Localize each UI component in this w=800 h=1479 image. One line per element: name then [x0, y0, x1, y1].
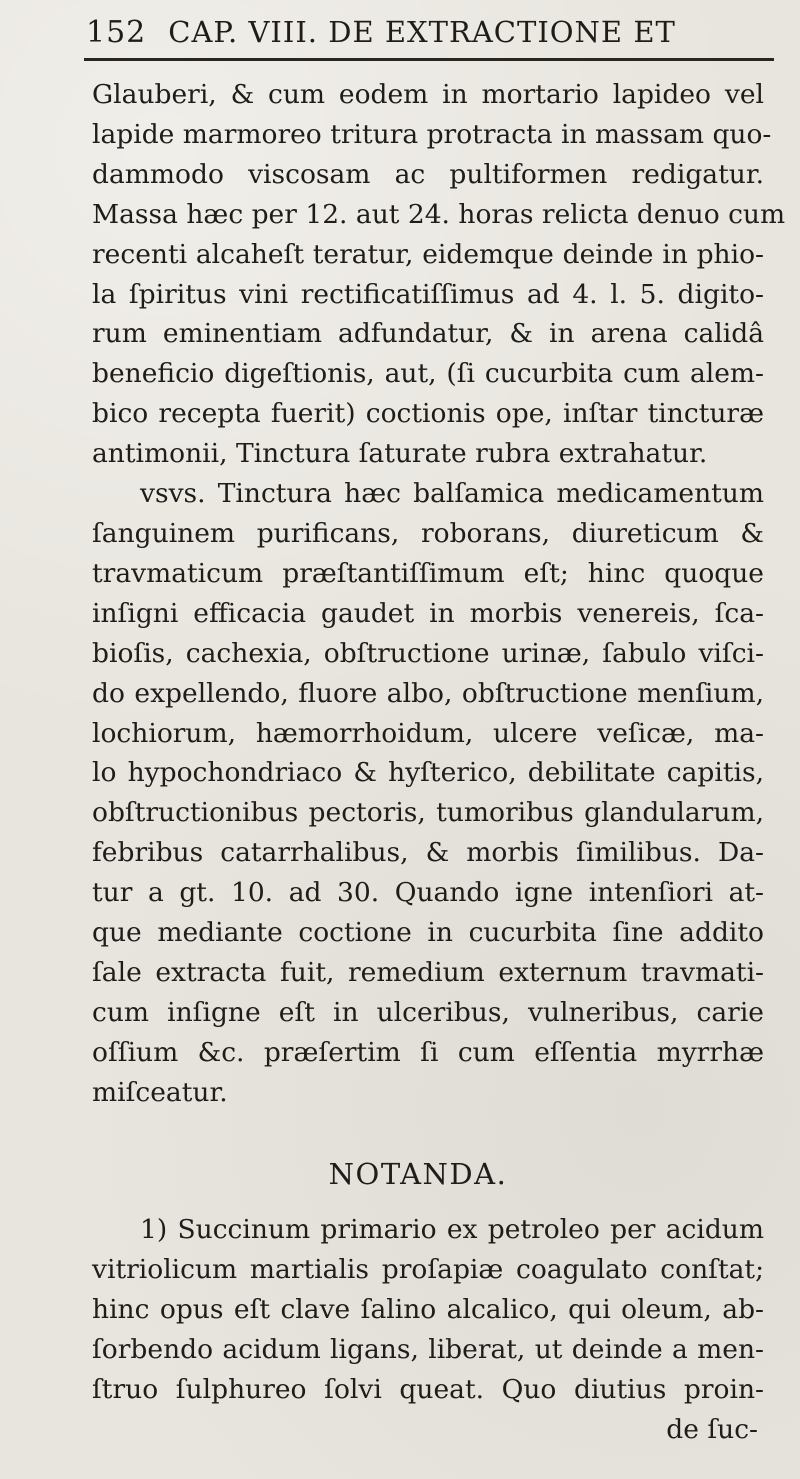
text-line: vsvs. Tinctura hæc balſamica medicamentum: [140, 478, 764, 510]
text-line: bico recepta fuerit) coctionis ope, inſtar tincturæ: [92, 398, 764, 430]
text-line: beneficio digeſtionis, aut, (ſi cucurbita cum alem-: [92, 358, 764, 390]
note-line: ſorbendo acidum ligans, liberat, ut deinde a men-: [92, 1334, 764, 1366]
text-line: cum inſigne eſt in ulceribus, vulneribus, carie: [92, 996, 764, 1028]
notes-section: [92, 1210, 764, 1449]
text-line: do expellendo, fluore albo, obſtructione menſium,: [92, 677, 764, 709]
page-number: 152: [86, 15, 147, 50]
text-line: bioſis, cachexia, obſtructione urinæ, ſabulo viſci-: [92, 637, 764, 669]
main-text: [92, 75, 786, 1450]
text-line: oſſium &c. præſertim ſi cum eſſentia myrrhæ: [92, 1036, 764, 1068]
text-line: ſanguinem purificans, roborans, diureticum &: [92, 517, 764, 549]
section-heading: NOTANDA.: [328, 1156, 508, 1191]
note-line: 1) Succinum primario ex petroleo per acidum: [140, 1214, 764, 1246]
text-line: Glauberi, & cum eodem in mortario lapideo vel: [92, 79, 764, 110]
text-line: ſale extracta fuit, remedium externum travmati-: [92, 956, 764, 988]
note-line: vitriolicum martialis proſapiæ coagulato conſtat;: [92, 1254, 764, 1286]
catchword: de ſuc-: [666, 1414, 758, 1445]
header-rule: [84, 58, 774, 61]
running-title: CAP. VIII. DE EXTRACTIONE ET: [168, 15, 676, 49]
text-line: rum eminentiam adfundatur, & in arena calidâ: [92, 318, 764, 350]
note-line: hinc opus eſt clave ſalino alcalico, qui oleum, ab-: [92, 1294, 764, 1326]
text-line: que mediante coctione in cucurbita ſine addito: [92, 917, 764, 949]
text-line: lochiorum, hæmorrhoidum, ulcere veſicæ, ma-: [92, 717, 764, 749]
text-line: tur a gt. 10. ad 30. Quando igne intenſiori at-: [92, 877, 764, 909]
text-line: dammodo viscosam ac pultiformen redigatur.: [92, 158, 764, 190]
text-line: obſtructionibus pectoris, tumoribus glandularum,: [92, 797, 764, 829]
text-line: inſigni efficacia gaudet in morbis venereis, ſca-: [92, 597, 764, 629]
text-line: recenti alcaheſt teratur, eidemque deinde in phio-: [92, 238, 764, 270]
text-line: febribus catarrhalibus, & morbis ſimilibus. Da-: [92, 837, 764, 869]
paragraph-procedure: [92, 75, 786, 474]
text-line: travmaticum præſtantiſſimum eſt; hinc quoque: [92, 557, 764, 589]
text-line: lo hypochondriaco & hyſterico, debilitate capitis,: [92, 757, 764, 789]
running-head: [84, 15, 764, 50]
text-line: miſceatur.: [92, 1076, 228, 1108]
text-line: Massa hæc per 12. aut 24. horas relicta denuo cum: [92, 198, 786, 230]
text-line: antimonii, Tinctura ſaturate rubra extrahatur.: [92, 438, 708, 470]
text-line: la ſpiritus vini rectificatiſſimus ad 4. l. 5. digito-: [92, 278, 764, 310]
note-line: ſtruo ſulphureo ſolvi queat. Quo diutius proin-: [92, 1374, 764, 1406]
paragraph-usus: [92, 474, 764, 1113]
text-line: lapide marmoreo tritura protracta in massam quo-: [92, 118, 772, 150]
